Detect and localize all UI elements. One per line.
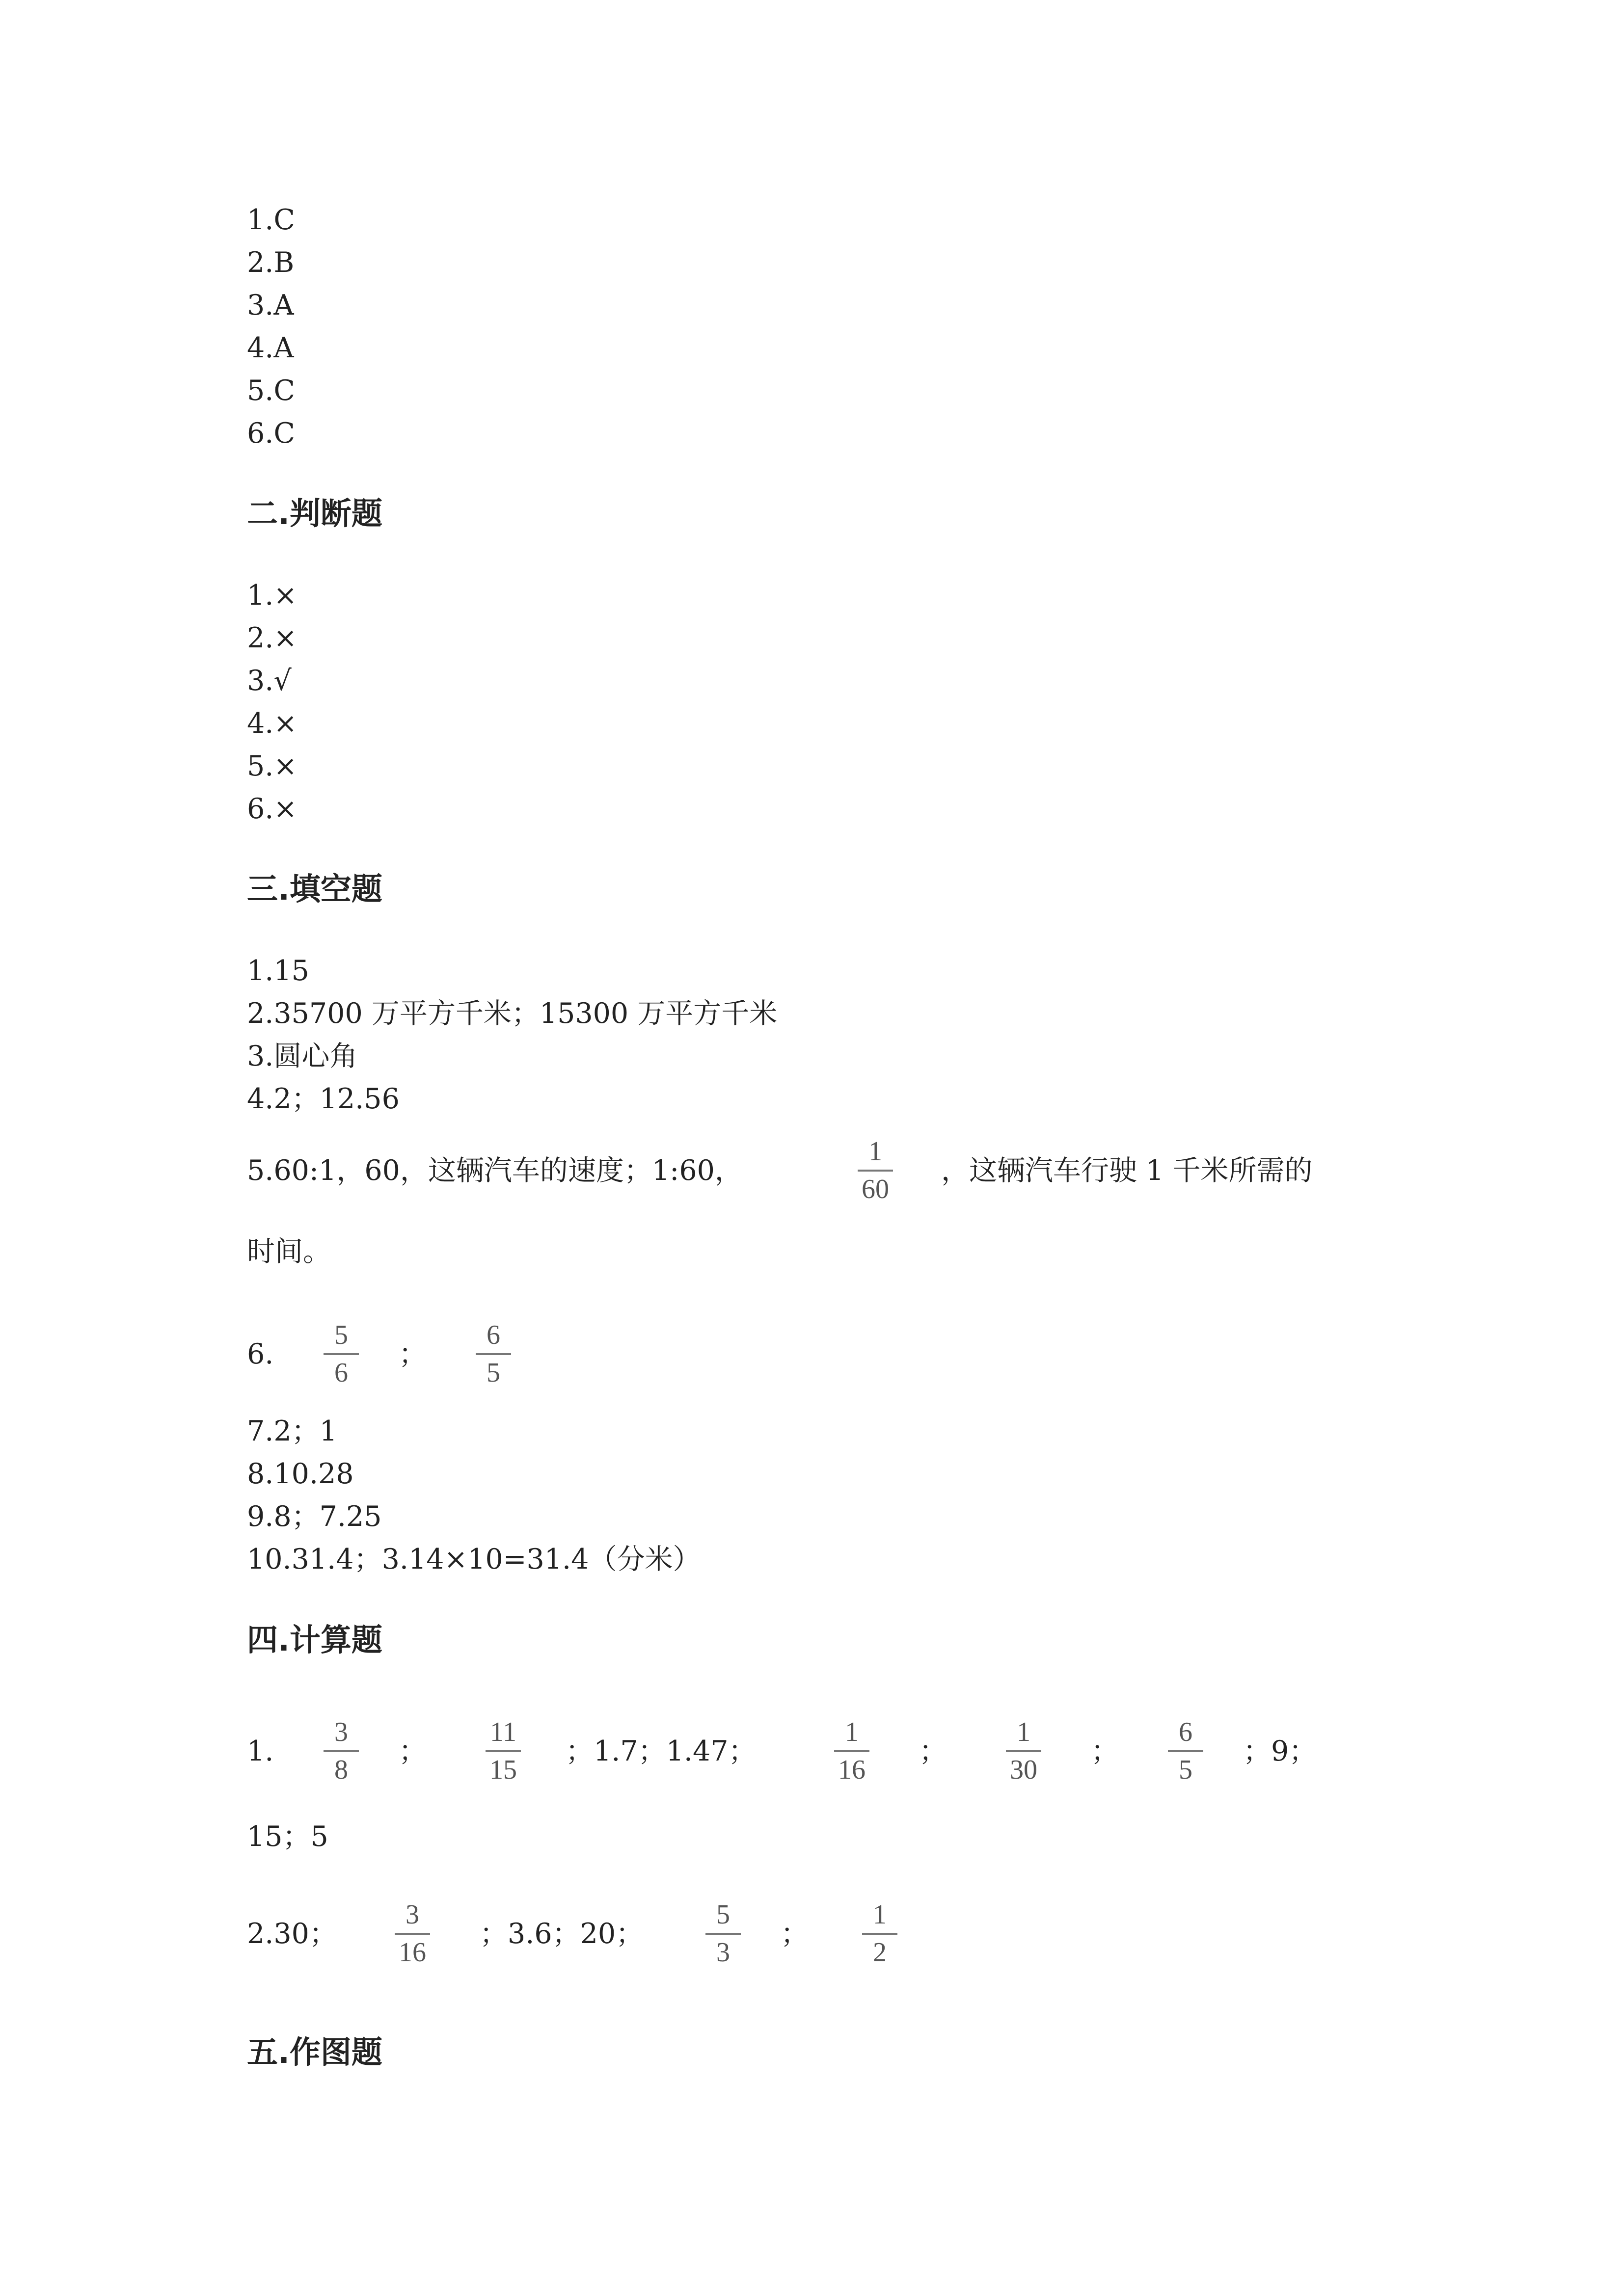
fraction-bar bbox=[705, 1933, 741, 1935]
calc-answer-1-sep-2: ；1.7；1.47； bbox=[566, 1735, 757, 1767]
judge-answer-5: 5.× bbox=[247, 750, 298, 782]
fraction-bar bbox=[476, 1353, 511, 1355]
fraction-numerator: 1 bbox=[845, 1717, 859, 1747]
calc-answer-1-sep-1: ； bbox=[399, 1735, 427, 1767]
fraction-numerator: 6 bbox=[1179, 1717, 1192, 1747]
fill-answer-5-text-a: 5.60:1，60，这辆汽车的速度；1:60， bbox=[247, 1154, 743, 1187]
fill-answer-5-text-c: 时间。 bbox=[247, 1235, 331, 1268]
fraction-numerator: 5 bbox=[334, 1320, 348, 1350]
fraction-numerator: 6 bbox=[487, 1320, 500, 1350]
fraction-numerator: 11 bbox=[490, 1717, 516, 1747]
fraction-bar bbox=[324, 1750, 359, 1752]
calc-answer-1-line-2: 15；5 bbox=[247, 1820, 328, 1853]
fraction bbox=[314, 1718, 368, 1784]
fraction bbox=[853, 1901, 907, 1966]
fill-answer-7: 7.2；1 bbox=[247, 1415, 337, 1447]
fraction bbox=[696, 1901, 750, 1966]
fraction bbox=[997, 1718, 1051, 1784]
fraction-numerator: 5 bbox=[716, 1899, 730, 1930]
fraction-denominator: 15 bbox=[489, 1755, 517, 1785]
section-heading-fill: 三.填空题 bbox=[247, 871, 382, 907]
choice-answer-3: 3.A bbox=[247, 289, 294, 321]
fill-answer-3: 3.圆心角 bbox=[247, 1040, 358, 1072]
fill-answer-2: 2.35700 万平方千米；15300 万平方千米 bbox=[247, 997, 778, 1030]
choice-answer-4: 4.A bbox=[247, 332, 294, 364]
fraction-bar bbox=[1168, 1750, 1203, 1752]
fraction-denominator: 3 bbox=[716, 1937, 730, 1968]
fill-answer-6-prefix: 6. bbox=[247, 1338, 274, 1370]
fraction bbox=[466, 1321, 520, 1387]
fraction-bar bbox=[834, 1750, 869, 1752]
calc-answer-2-prefix: 2.30； bbox=[247, 1918, 337, 1950]
fraction-numerator: 3 bbox=[334, 1717, 348, 1747]
fraction-bar bbox=[1006, 1750, 1041, 1752]
fraction-denominator: 5 bbox=[487, 1358, 500, 1388]
fraction-bar bbox=[395, 1933, 430, 1935]
fraction-bar bbox=[324, 1353, 359, 1355]
choice-answer-1: 1.C bbox=[247, 204, 295, 236]
section-heading-draw: 五.作图题 bbox=[247, 2034, 382, 2070]
fraction bbox=[476, 1718, 530, 1784]
fraction-bar bbox=[862, 1933, 897, 1935]
fill-answer-8: 8.10.28 bbox=[247, 1458, 354, 1490]
judge-answer-1: 1.× bbox=[247, 579, 298, 612]
fraction bbox=[314, 1321, 368, 1387]
calc-answer-2-sep-2: ； bbox=[781, 1918, 809, 1950]
fraction-numerator: 1 bbox=[873, 1899, 887, 1930]
calc-answer-2-sep-1: ；3.6；20； bbox=[480, 1918, 644, 1950]
fraction bbox=[848, 1138, 902, 1203]
judge-answer-3: 3.√ bbox=[247, 665, 292, 697]
section-heading-judge: 二.判断题 bbox=[247, 496, 382, 532]
fraction-denominator: 16 bbox=[838, 1755, 866, 1785]
choice-answer-5: 5.C bbox=[247, 374, 295, 407]
calc-answer-1-sep-3: ； bbox=[919, 1735, 947, 1767]
fraction bbox=[385, 1901, 439, 1966]
choice-answer-6: 6.C bbox=[247, 417, 295, 450]
fraction bbox=[825, 1718, 879, 1784]
fraction-numerator: 1 bbox=[1017, 1717, 1030, 1747]
fraction-denominator: 2 bbox=[873, 1937, 887, 1968]
fraction-denominator: 60 bbox=[862, 1174, 889, 1204]
fraction-denominator: 16 bbox=[399, 1937, 426, 1968]
fraction-denominator: 6 bbox=[334, 1358, 348, 1388]
fraction-denominator: 5 bbox=[1179, 1755, 1192, 1785]
choice-answer-2: 2.B bbox=[247, 246, 295, 279]
fraction bbox=[1159, 1718, 1213, 1784]
fraction-numerator: 1 bbox=[868, 1136, 882, 1167]
fill-answer-4: 4.2；12.56 bbox=[247, 1083, 400, 1115]
fraction-numerator: 3 bbox=[406, 1899, 419, 1930]
section-heading-calc: 四.计算题 bbox=[247, 1622, 382, 1658]
fill-answer-6-separator: ； bbox=[399, 1338, 427, 1370]
fill-answer-9: 9.8；7.25 bbox=[247, 1500, 382, 1533]
calc-answer-1-prefix: 1. bbox=[247, 1735, 274, 1767]
fill-answer-5-text-b: ，这辆汽车行驶 1 千米所需的 bbox=[941, 1154, 1313, 1187]
fill-answer-1: 1.15 bbox=[247, 955, 309, 987]
fraction-denominator: 30 bbox=[1010, 1755, 1037, 1785]
fill-answer-10: 10.31.4；3.14×10=31.4（分米） bbox=[247, 1543, 701, 1575]
fraction-denominator: 8 bbox=[334, 1755, 348, 1785]
calc-answer-1-sep-5: ；9； bbox=[1243, 1735, 1317, 1767]
calc-answer-1-sep-4: ； bbox=[1091, 1735, 1119, 1767]
judge-answer-2: 2.× bbox=[247, 622, 298, 654]
judge-answer-6: 6.× bbox=[247, 793, 298, 825]
fraction-bar bbox=[486, 1750, 521, 1752]
judge-answer-4: 4.× bbox=[247, 707, 298, 740]
fraction-bar bbox=[858, 1170, 893, 1172]
